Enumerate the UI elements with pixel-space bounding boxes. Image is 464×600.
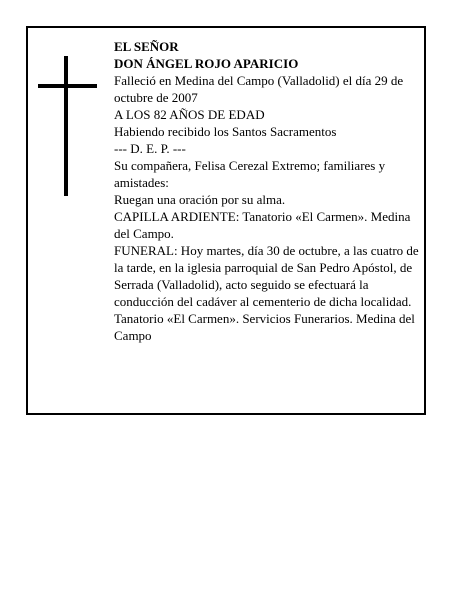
funeral-details: FUNERAL: Hoy martes, día 30 de octubre, a las cuatro de la tarde, en la iglesia parroquial de San Pedro Apóstol, de Serrada (Valladolid), acto seguido se efectuará la conducción del cadáver al cementerio de dicha localidad. bbox=[114, 243, 419, 309]
mourners-line: Su compañera, Felisa Cerezal Extremo; familiares y amistades: bbox=[114, 158, 386, 190]
funeral-home-line: Tanatorio «El Carmen». Servicios Funerarios. Medina del Campo bbox=[114, 311, 415, 343]
chapel-line: CAPILLA ARDIENTE: Tanatorio «El Carmen». Medina del Campo. bbox=[114, 209, 411, 241]
death-details: Falleció en Medina del Campo (Valladolid) el día 29 de octubre de 2007 bbox=[114, 73, 404, 105]
prayer-request-line: Ruegan una oración por su alma. bbox=[114, 192, 286, 207]
cross-horizontal-bar bbox=[38, 84, 97, 88]
deceased-name: DON ÁNGEL ROJO APARICIO bbox=[114, 56, 299, 71]
rip-line: --- D. E. P. --- bbox=[114, 141, 186, 156]
age-line: A LOS 82 AÑOS DE EDAD bbox=[114, 107, 265, 122]
notice-title-line-1: EL SEÑOR bbox=[114, 39, 179, 54]
obituary-text bbox=[114, 38, 429, 344]
cross-vertical-bar bbox=[64, 56, 68, 196]
sacraments-line: Habiendo recibido los Santos Sacramentos bbox=[114, 124, 337, 139]
